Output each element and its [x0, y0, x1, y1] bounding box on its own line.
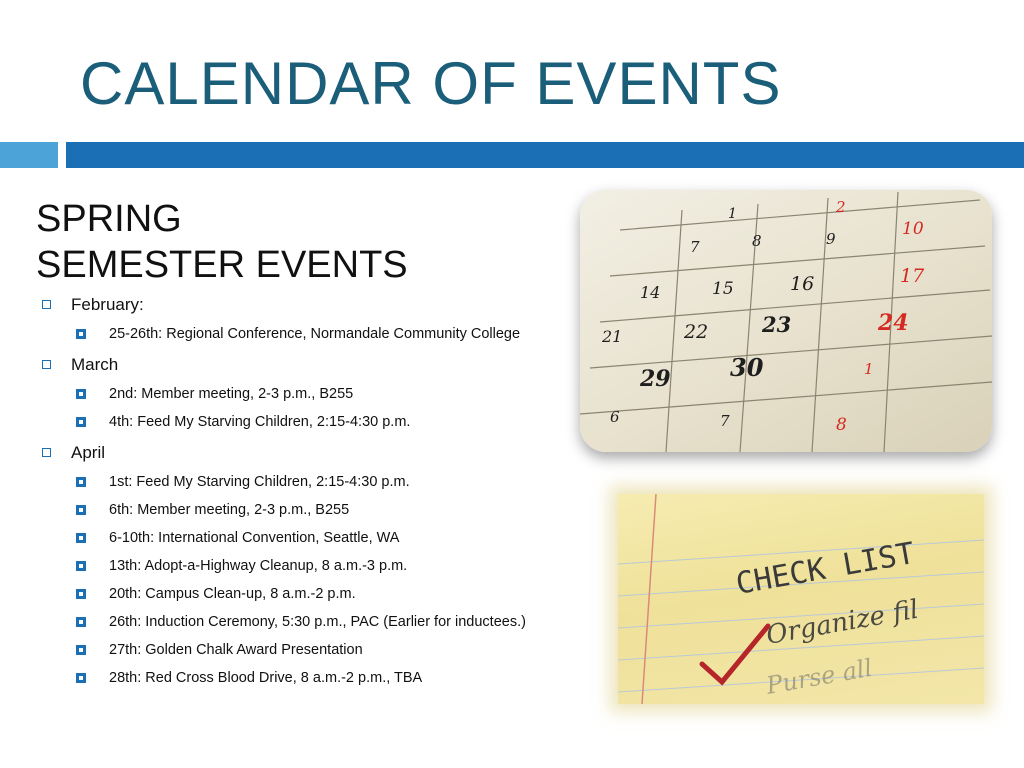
filled-square-bullet-icon	[76, 533, 86, 543]
checklist-photo	[618, 494, 984, 704]
calendar-day-number: 1	[728, 206, 737, 222]
checklist-heading: CHECK LIST	[733, 536, 918, 602]
event-sublist	[71, 325, 568, 344]
section-heading-line1: SPRING	[36, 198, 182, 240]
hollow-square-bullet-icon	[42, 448, 51, 457]
accent-bar-left	[0, 142, 58, 168]
event-item	[71, 529, 581, 548]
event-sublist	[71, 385, 568, 432]
event-item	[71, 501, 581, 520]
section-heading-line2: SEMESTER EVENTS	[36, 244, 408, 286]
filled-square-bullet-icon	[76, 505, 86, 515]
event-text: 6-10th: International Convention, Seattle, WA	[109, 530, 400, 546]
calendar-day-number: 21	[602, 327, 623, 346]
event-text: 25-26th: Regional Conference, Normandale Community College	[109, 326, 521, 342]
event-item	[71, 413, 581, 432]
event-item	[71, 385, 581, 404]
filled-square-bullet-icon	[76, 617, 86, 627]
event-item	[71, 557, 581, 576]
calendar-holiday-number: 2	[836, 198, 846, 216]
calendar-day-number: 23	[762, 312, 792, 337]
calendar-holiday-number: 17	[900, 265, 925, 287]
filled-square-bullet-icon	[76, 477, 86, 487]
hollow-square-bullet-icon	[42, 360, 51, 369]
event-text: 2nd: Member meeting, 2-3 p.m., B255	[109, 386, 354, 402]
event-item	[71, 325, 581, 344]
month-item	[38, 442, 568, 688]
calendar-day-number: 22	[684, 321, 709, 343]
event-text: 28th: Red Cross Blood Drive, 8 a.m.-2 p.m., TBA	[109, 670, 423, 686]
month-name: April	[71, 443, 106, 462]
filled-square-bullet-icon	[76, 417, 86, 427]
event-text: 27th: Golden Chalk Award Presentation	[109, 642, 363, 658]
calendar-day-number: 15	[712, 279, 734, 299]
section-heading	[36, 196, 408, 288]
calendar-illustration	[580, 190, 992, 452]
filled-square-bullet-icon	[76, 589, 86, 599]
calendar-day-number: 7	[720, 412, 730, 430]
event-item	[71, 641, 581, 660]
calendar-day-number: 9	[826, 230, 836, 248]
event-item	[71, 669, 581, 688]
event-text: 4th: Feed My Starving Children, 2:15-4:30 p.m.	[109, 414, 411, 430]
event-item	[71, 473, 581, 492]
checklist-line2: Purse all	[764, 653, 875, 700]
event-item	[71, 613, 581, 632]
calendar-holiday-number: 10	[902, 219, 924, 239]
calendar-day-number: 14	[640, 283, 661, 302]
event-text: 6th: Member meeting, 2-3 p.m., B255	[109, 502, 350, 518]
event-item	[71, 585, 581, 604]
month-item	[38, 354, 568, 432]
event-text: 1st: Feed My Starving Children, 2:15-4:30 p.m.	[109, 474, 410, 490]
month-item	[38, 294, 568, 344]
hollow-square-bullet-icon	[42, 300, 51, 309]
calendar-holiday-number: 1	[864, 360, 874, 378]
calendar-day-number: 16	[790, 273, 815, 295]
margin-line	[642, 494, 656, 704]
calendar-holiday-number: 8	[836, 415, 847, 435]
event-list	[38, 294, 568, 698]
filled-square-bullet-icon	[76, 645, 86, 655]
event-text: 20th: Campus Clean-up, 8 a.m.-2 p.m.	[109, 586, 356, 602]
filled-square-bullet-icon	[76, 329, 86, 339]
slide-title: CALENDAR OF EVENTS	[80, 50, 782, 117]
checklist-illustration	[618, 494, 984, 704]
filled-square-bullet-icon	[76, 673, 86, 683]
calendar-holiday-number: 24	[878, 310, 909, 336]
event-sublist	[71, 473, 568, 688]
month-name: March	[71, 355, 119, 374]
checklist-line1: Organize fil	[764, 594, 921, 651]
event-text: 13th: Adopt-a-Highway Cleanup, 8 a.m.-3 p.m.	[109, 558, 408, 574]
calendar-day-number: 7	[690, 238, 700, 256]
accent-bar-right	[66, 142, 1024, 168]
event-text: 26th: Induction Ceremony, 5:30 p.m., PAC (Earlier for inductees.)	[109, 614, 526, 630]
month-name: February:	[71, 295, 144, 314]
calendar-photo	[580, 190, 992, 452]
calendar-day-number: 6	[610, 408, 620, 426]
filled-square-bullet-icon	[76, 561, 86, 571]
calendar-day-number: 30	[730, 353, 764, 382]
calendar-day-number: 29	[640, 366, 671, 392]
filled-square-bullet-icon	[76, 389, 86, 399]
calendar-day-number: 8	[752, 232, 762, 250]
